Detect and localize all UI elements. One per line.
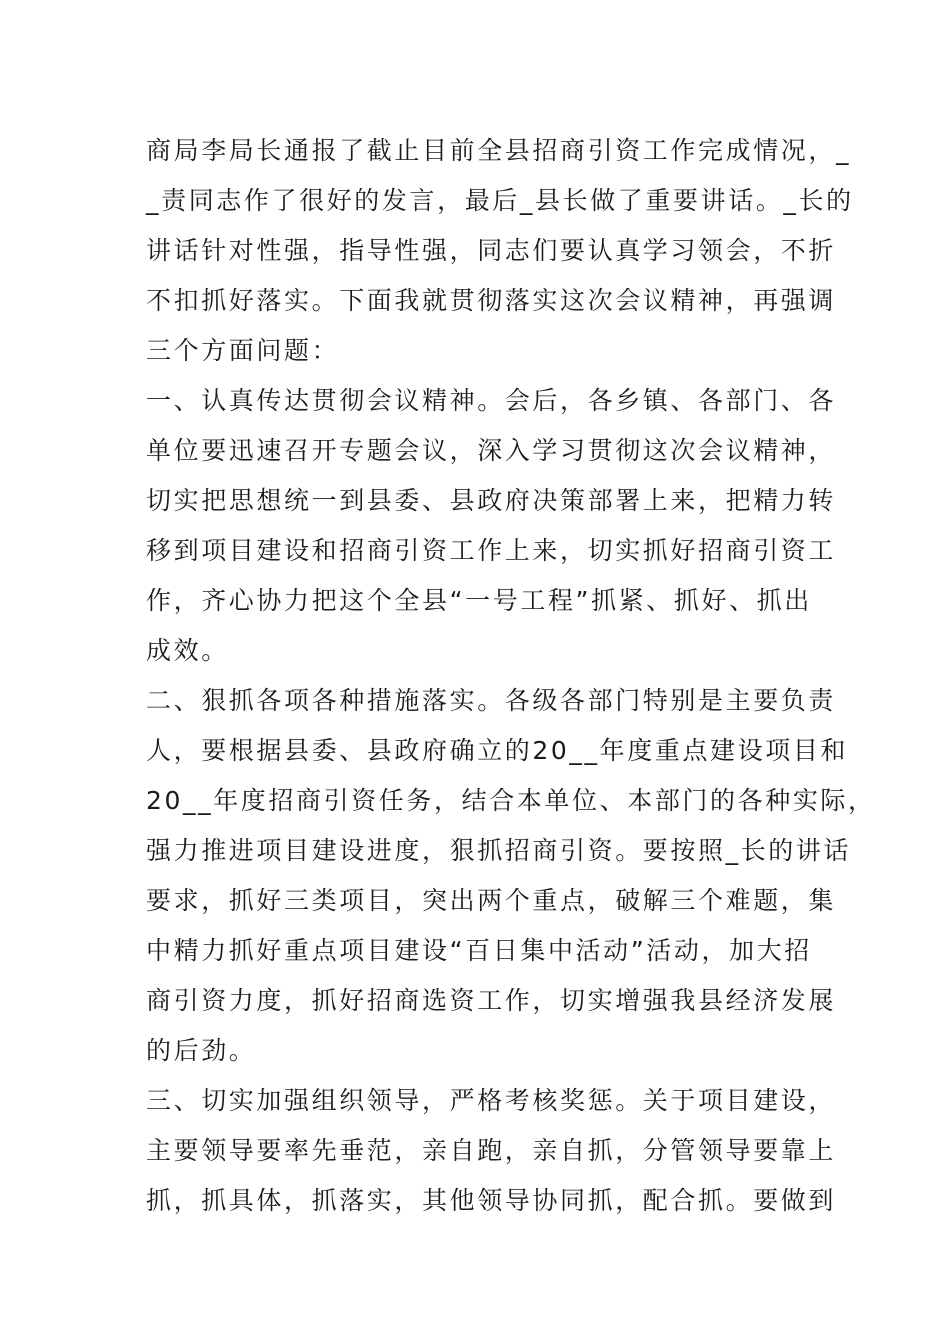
paragraph-point-two bbox=[146, 676, 876, 1076]
text-line: 二、狠抓各项各种措施落实。各级各部门特别是主要负责 bbox=[146, 686, 837, 715]
text-line: 作，齐心协力把这个全县“一号工程”抓紧、抓好、抓出 bbox=[146, 586, 812, 615]
text-line: 切实把思想统一到县委、县政府决策部署上来，把精力转 bbox=[146, 486, 837, 515]
paragraph-point-one bbox=[146, 376, 836, 676]
text-line: 移到项目建设和招商引资工作上来，切实抓好招商引资工 bbox=[146, 536, 837, 565]
text-line: 20__年度招商引资任务，结合本单位、本部门的各种实际， bbox=[146, 786, 876, 815]
text-line: 商引资力度，抓好招商选资工作，切实增强我县经济发展 bbox=[146, 986, 837, 1015]
text-line: 讲话针对性强，指导性强，同志们要认真学习领会，不折 bbox=[146, 236, 837, 265]
text-line: 一、认真传达贯彻会议精神。会后，各乡镇、各部门、各 bbox=[146, 386, 837, 415]
text-line: 单位要迅速召开专题会议，深入学习贯彻这次会议精神， bbox=[146, 436, 837, 465]
text-line: 强力推进项目建设进度，狠抓招商引资。要按照_长的讲话 bbox=[146, 836, 852, 865]
paragraph-point-three bbox=[146, 1076, 836, 1226]
text-line: 成效。 bbox=[146, 636, 229, 665]
text-line: 不扣抓好落实。下面我就贯彻落实这次会议精神，再强调 bbox=[146, 286, 837, 315]
text-line: 的后劲。 bbox=[146, 1036, 257, 1065]
text-line: 人，要根据县委、县政府确立的20__年度重点建设项目和 bbox=[146, 736, 849, 765]
text-line: 主要领导要率先垂范，亲自跑，亲自抓，分管领导要靠上 bbox=[146, 1136, 837, 1165]
text-line: 抓，抓具体，抓落实，其他领导协同抓，配合抓。要做到 bbox=[146, 1186, 837, 1215]
text-line: 三个方面问题： bbox=[146, 336, 340, 365]
text-line: 要求，抓好三类项目，突出两个重点，破解三个难题，集 bbox=[146, 886, 837, 915]
text-line: 中精力抓好重点项目建设“百日集中活动”活动，加大招 bbox=[146, 936, 812, 965]
text-line: _责同志作了很好的发言，最后_县长做了重要讲话。_长的 bbox=[146, 186, 854, 215]
paragraph-intro bbox=[146, 126, 854, 376]
text-line: 三、切实加强组织领导，严格考核奖惩。关于项目建设， bbox=[146, 1086, 837, 1115]
document-body bbox=[146, 126, 876, 1226]
text-line: 商局李局长通报了截止目前全县招商引资工作完成情况，_ bbox=[146, 136, 852, 165]
